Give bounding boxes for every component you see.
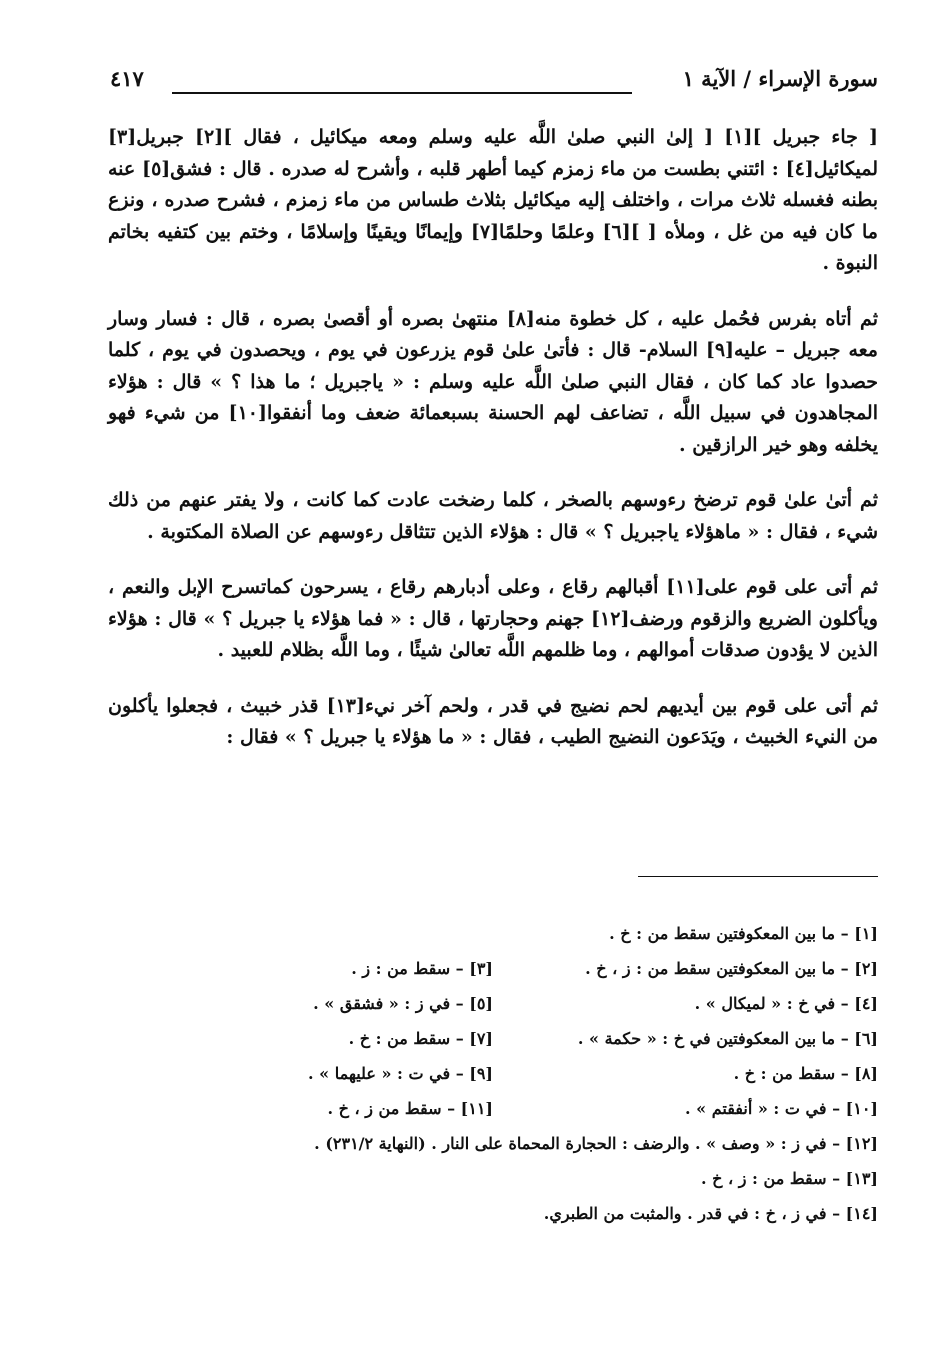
footnote: [٢] – ما بين المعكوفتين سقط من : ز ، خ . xyxy=(585,959,878,978)
header-rule xyxy=(172,92,632,94)
footnote: [١] – ما بين المعكوفتين سقط من : خ . xyxy=(609,924,878,943)
surah-title: سورة الإسراء / الآية ١ xyxy=(682,66,878,91)
footnote: [٥] – في ز : « فشقق » . xyxy=(313,994,493,1013)
footnote-row xyxy=(108,1161,878,1196)
footnote-row xyxy=(108,986,878,1021)
footnote-row xyxy=(108,951,878,986)
footnote-row xyxy=(108,1056,878,1091)
footnote-row xyxy=(108,1021,878,1056)
footnote: [١٢] – في ز : « وصف » . والرضف : الحجارة المحماة على النار . (النهاية ٢٣١/٢) . xyxy=(314,1134,878,1153)
footnote: [١٤] – في ز ، خ : في قدر . والمثبت من الطبري. xyxy=(543,1204,878,1223)
footnote-row xyxy=(108,1126,878,1161)
body-paragraph: ثم أتىٰ علىٰ قوم ترضخ رءوسهم بالصخر ، كلما رضخت عادت كما كانت ، ولا يفتر عنهم من ذلك شيء ، فقال : « ماهؤلاء ياجبريل ؟ » قال : هؤلاء الذين تتثاقل رءوسهم عن الصلاة المكتوبة . xyxy=(108,489,878,543)
body-paragraph: [ جاء جبريل ][١] [ إلىٰ النبي صلىٰ اللَّه عليه وسلم ومعه ميكائيل ، فقال ][٢] جبريل[٣] لميكائيل[٤] : ائتني بطست من ماء زمزم كيما أطهر قلبه ، وأشرح له صدره . قال : فشق[٥] عنه بطنه فغسله ثلاث مرات ، واختلف إليه ميكائيل بثلاث طساس من ماء زمزم ، فشرح صدره ، ونزع ما كان فيه من غل ، وملأه [ ][٦] وعلمًا وحلمًا[٧] وإيمانًا ويقينًا وإسلامًا ، وختم بين كتفيه بخاتم النبوة . xyxy=(108,126,878,274)
footnote: [١٣] – سقط من : ز ، خ . xyxy=(700,1169,878,1188)
footnote: [٦] – ما بين المعكوفتين في خ : « حكمة » . xyxy=(577,1029,878,1048)
footnote: [٤] – في خ : « لميكال » . xyxy=(694,994,878,1013)
body-paragraph: ثم أتى على قوم على[١١] أقبالهم رقاع ، وعلى أدبارهم رقاع ، يسرحون كماتسرح الإبل والنعم ، ويأكلون الضريع والزقوم ورضف[١٢] جهنم وحجارتها ، قال : « فما هؤلاء يا جبريل ؟ » قال : هؤلاء الذين لا يؤدون صدقات أموالهم ، وما ظلمهم اللَّه تعالىٰ شيئًا ، وما اللَّه بظلام للعبيد . xyxy=(108,576,878,661)
footnote-separator xyxy=(638,876,878,877)
main-text xyxy=(108,122,878,778)
footnote-row xyxy=(108,1091,878,1126)
footnote: [١٠] – في ت : « أنفقتم » . xyxy=(685,1099,878,1118)
running-header xyxy=(110,66,878,106)
body-paragraph: ثم أتاه بفرس فحُمل عليه ، كل خطوة منه[٨] منتهىٰ بصره أو أقصىٰ بصره ، قال : فسار وسار معه جبريل – عليه[٩] السلام- قال : فأتىٰ علىٰ قوم يزرعون في يوم ، ويحصدون في يوم ، كلما حصدوا عاد كما كان ، فقال النبي صلىٰ اللَّه عليه وسلم : « ياجبريل ؛ ما هذا ؟ » قال : هؤلاء المجاهدون في سبيل اللَّه ، تضاعف لهم الحسنة بسبعمائة ضعف وما أنفقوا[١٠] من شيء فهو يخلفه وهو خير الرازقين . xyxy=(108,307,879,456)
footnote: [٨] – سقط من : خ . xyxy=(733,1064,878,1083)
body-paragraph: ثم أتى على قوم بين أيديهم لحم نضيج في قدر ، ولحم آخر نيء[١٣] قذر خبيث ، فجعلوا يأكلون من النيء الخبيث ، ويَدَعون النضيج الطيب ، فقال : « ما هؤلاء يا جبريل ؟ » فقال : xyxy=(108,694,879,748)
page-number: ٤١٧ xyxy=(110,66,144,91)
footnote: [٧] – سقط من : خ . xyxy=(348,1029,493,1048)
footnote: [٩] – في ت : « عليهما » . xyxy=(308,1064,493,1083)
footnotes xyxy=(108,916,878,1231)
footnote-row xyxy=(108,916,878,951)
footnote: [١١] – سقط من ز ، خ . xyxy=(327,1099,493,1118)
footnote: [٣] – سقط من : ز . xyxy=(351,959,493,978)
footnote-row xyxy=(108,1196,878,1231)
